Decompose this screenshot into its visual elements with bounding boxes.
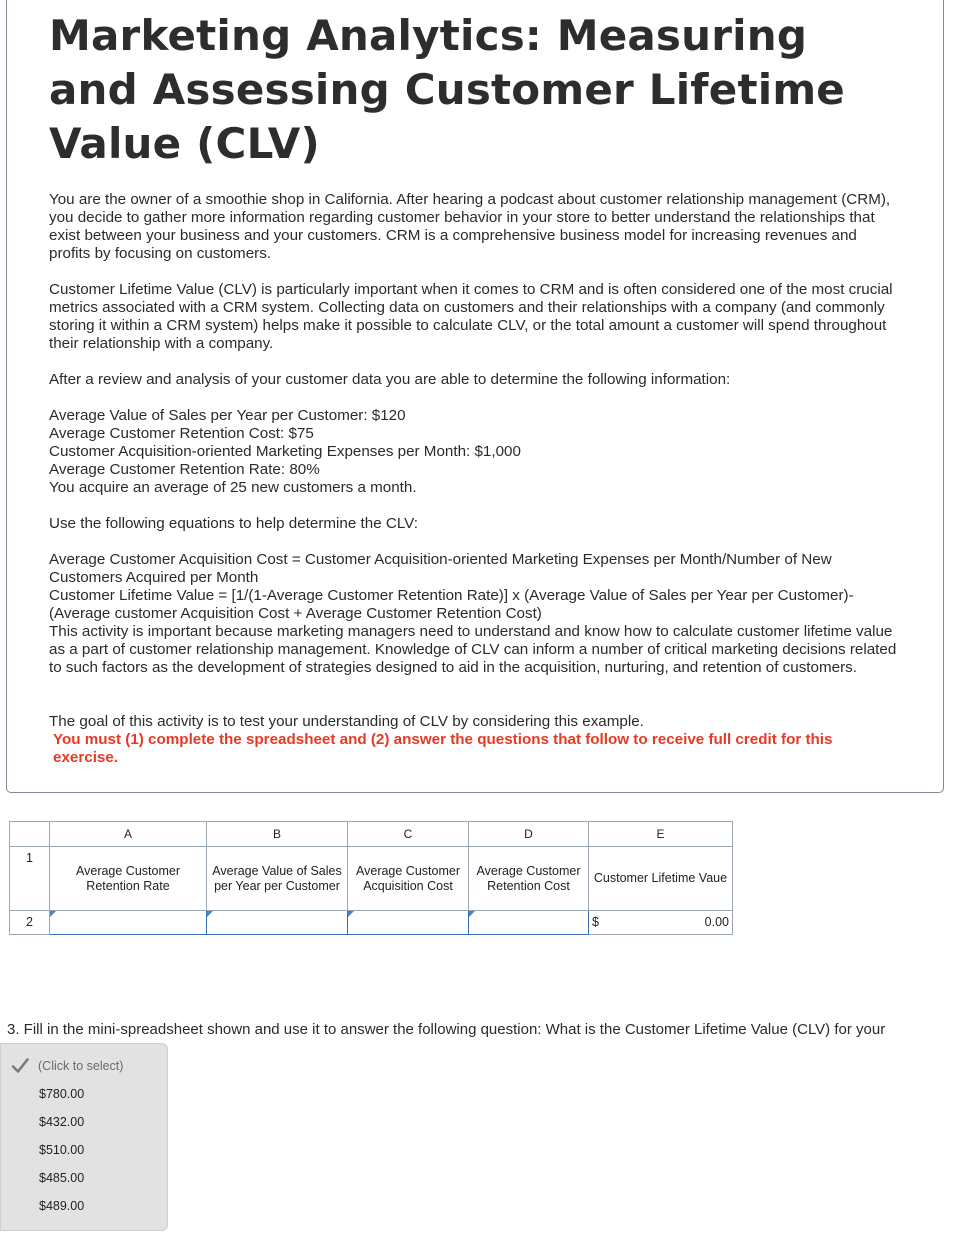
clv-output-cell: [589, 911, 733, 935]
fact-item: Average Value of Sales per Year per Customer: $120: [49, 407, 406, 424]
equation-acquisition-cost: Average Customer Acquisition Cost = Customer Acquisition-oriented Marketing Expenses per Month/Number of New Customers Acquired per Month: [49, 551, 832, 586]
intro-text: You are the owner of a smoothie shop in California. After hearing a podcast about customer relationship management (CRM), you decide to gather more information regarding customer behavior in your store to better understand the relationships that exist between your business and your customers. CRM is a comprehensive business model for increasing revenues and profits by focusing on customers.: [49, 191, 891, 262]
dropdown-option[interactable]: $485.00: [39, 1171, 85, 1185]
retention-cost-input[interactable]: [469, 911, 589, 935]
sales-per-year-input[interactable]: [207, 911, 348, 935]
label-clv: Customer Lifetime Vaue: [589, 847, 733, 911]
goal-paragraph: [49, 713, 899, 767]
dropdown-option[interactable]: $510.00: [39, 1143, 85, 1157]
column-header: C: [348, 822, 469, 847]
page-title: Marketing Analytics: Measuring and Assessing Customer Lifetime Value (CLV): [49, 11, 845, 168]
label-sales-per-year: Average Value of Sales per Year per Customer: [207, 847, 348, 911]
equations-block: [49, 551, 899, 677]
checkmark-icon: [10, 1056, 30, 1076]
input-row: [10, 911, 733, 935]
review-text: After a review and analysis of your customer data you are able to determine the following information:: [49, 371, 731, 388]
corner-cell: [10, 822, 50, 847]
equation-clv: Customer Lifetime Value = [1/(1-Average Customer Retention Rate)] x (Average Value of Sales per Year per Customer)-(Average customer Acquisition Cost + Average Customer Retention Cost): [49, 587, 854, 622]
dropdown-placeholder[interactable]: (Click to select): [38, 1059, 124, 1073]
dropdown-option[interactable]: $432.00: [39, 1115, 85, 1129]
equations-intro: [49, 515, 899, 533]
fact-item: Customer Acquisition-oriented Marketing Expenses per Month: $1,000: [49, 443, 521, 460]
requirement-text: You must (1) complete the spreadsheet and (2) answer the questions that follow to receive full credit for this exercise.: [53, 731, 833, 766]
column-header: E: [589, 822, 733, 847]
equations-intro-text: Use the following equations to help determine the CLV:: [49, 515, 418, 532]
row-header: 1: [10, 847, 50, 911]
fact-item: You acquire an average of 25 new customers a month.: [49, 479, 417, 496]
acquisition-cost-input[interactable]: [348, 911, 469, 935]
label-acquisition-cost: Average Customer Acquisition Cost: [348, 847, 469, 911]
column-header-row: [10, 822, 733, 847]
review-paragraph: [49, 371, 899, 389]
retention-rate-input[interactable]: [50, 911, 207, 935]
goal-text: The goal of this activity is to test your understanding of CLV by considering this example.: [49, 713, 644, 730]
column-header: A: [50, 822, 207, 847]
clv-output-value: 0.00: [704, 915, 729, 929]
dropdown-option[interactable]: $489.00: [39, 1199, 85, 1213]
column-header: D: [469, 822, 589, 847]
column-header: B: [207, 822, 348, 847]
clv-paragraph: [49, 281, 899, 353]
answer-dropdown[interactable]: [0, 1043, 168, 1231]
dropdown-option[interactable]: $780.00: [39, 1087, 85, 1101]
label-retention-cost: Average Customer Retention Cost: [469, 847, 589, 911]
intro-paragraph: [49, 191, 899, 263]
row-header: 2: [10, 911, 50, 935]
facts-list: [49, 407, 899, 497]
clv-text: Customer Lifetime Value (CLV) is particularly important when it comes to CRM and is often considered one of the most crucial metrics associated with a CRM system. Collecting data on customers and their relationships with a company (and commonly storing it within a CRM system) helps make it possible to calculate CLV, or the total amount a customer will spend throughout their relationship with a company.: [49, 281, 893, 352]
mini-spreadsheet: [9, 821, 733, 935]
dropdown-header[interactable]: [10, 1055, 123, 1077]
label-retention-rate: Average Customer Retention Rate: [50, 847, 207, 911]
importance-text: This activity is important because marketing managers need to understand and know how to calculate customer lifetime value as a part of customer relationship management. Knowledge of CLV can inform a number of critical marketing decisions related to such factors as the development of strategies designed to aid in the acquisition, nurturing, and retention of customers.: [49, 623, 897, 676]
fact-item: Average Customer Retention Rate: 80%: [49, 461, 320, 478]
fact-item: Average Customer Retention Cost: $75: [49, 425, 314, 442]
question-text: 3. Fill in the mini-spreadsheet shown and use it to answer the following question: What is the Customer Lifetime Value (CLV) for your: [7, 1021, 886, 1038]
label-row: [10, 847, 733, 911]
currency-symbol: $: [592, 915, 599, 929]
